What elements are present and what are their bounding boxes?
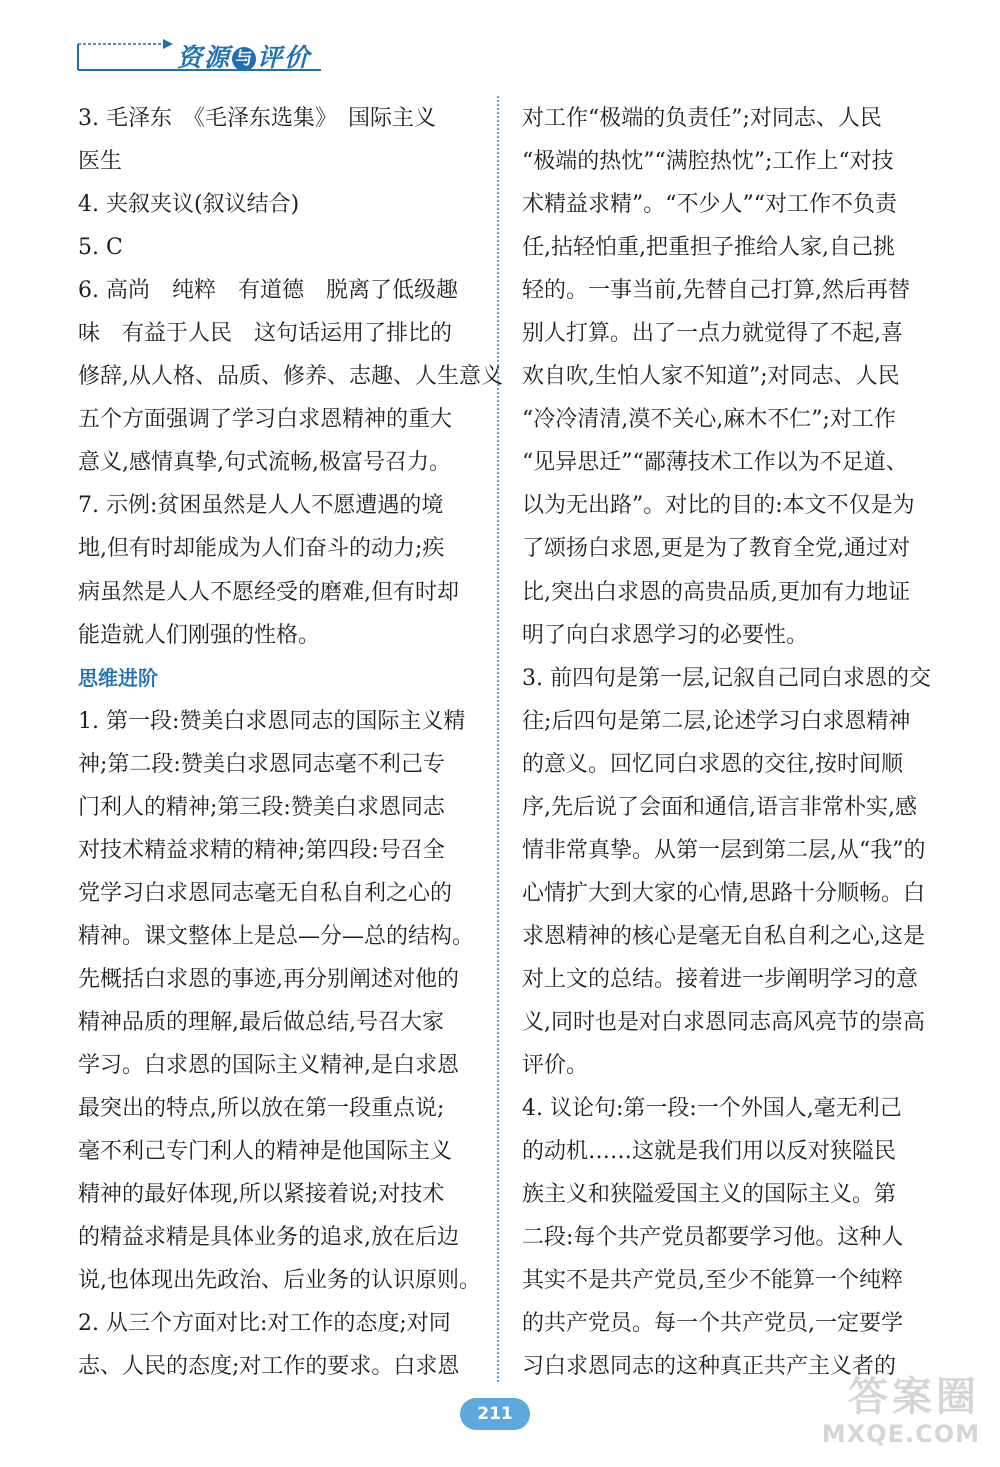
text-line: 往;后四句是第二层,论述学习白求恩精神 [522, 708, 911, 734]
text-line: 习白求恩同志的这种真正共产主义者的 [522, 1354, 897, 1380]
text-line: 五个方面强调了学习白求恩精神的重大 [78, 407, 453, 433]
text-line: 3. 毛泽东 《毛泽东选集》 国际主义 [78, 106, 436, 131]
text-line: 轻的。一事当前,先替自己打算,然后再替 [522, 278, 910, 304]
text-line: 对上文的总结。接着进一步阐明学习的意 [522, 966, 919, 992]
text-line: “极端的热忱”“满腔热忱”;工作上“对技 [522, 149, 894, 175]
watermark-url: MXQE.COM [821, 1420, 980, 1448]
text-line: 门利人的精神;第三段:赞美白求恩同志 [78, 794, 445, 820]
text-line: 最突出的特点,所以放在第一段重点说; [78, 1096, 445, 1122]
text-line: 神;第二段:赞美白求恩同志毫不利己专 [78, 751, 445, 777]
text-line: 族主义和狭隘爱国主义的国际主义。第 [522, 1182, 897, 1208]
text-line: 精神的最好体现,所以紧接着说;对技术 [78, 1182, 445, 1208]
section-title-conjunction: 与 [232, 47, 256, 71]
text-line: 对工作“极端的负责任”;对同志、人民 [522, 106, 882, 131]
watermark-logo [800, 1375, 980, 1455]
text-line: 能造就人们刚强的性格。 [78, 622, 321, 648]
text-line: 术精益求精”。“不少人”“对工作不负责 [522, 192, 897, 218]
text-line: 说,也体现出先政治、后业务的认识原则。 [78, 1268, 481, 1294]
text-line: 4. 夹叙夹议(叙议结合) [78, 192, 300, 218]
text-line: 学习。白求恩的国际主义精神,是白求恩 [78, 1053, 459, 1079]
left-column [78, 97, 503, 1388]
text-line: 了颂扬白求恩,更是为了教育全党,通过对 [522, 536, 910, 562]
section-header-banner [77, 36, 327, 72]
text-line: 1. 第一段:赞美白求恩同志的国际主义精 [78, 708, 466, 734]
text-line: 其实不是共产党员,至少不能算一个纯粹 [522, 1268, 903, 1294]
text-line: 序,先后说了会面和通信,语言非常朴实,感 [522, 794, 917, 820]
text-line: 4. 议论句:第一段:一个外国人,毫无利己 [522, 1096, 902, 1122]
subsection-heading: 思维进阶 [78, 665, 158, 690]
page-number-badge: 211 [460, 1398, 530, 1430]
text-line: “冷冷清清,漠不关心,麻木不仁”;对工作 [522, 407, 896, 433]
text-line: 毫不利己专门利人的精神是他国际主义 [78, 1139, 453, 1165]
text-line: 医生 [78, 149, 123, 175]
text-line: 的共产党员。每一个共产党员,一定要学 [522, 1311, 903, 1337]
text-line: 以为无出路”。对比的目的:本文不仅是为 [522, 493, 915, 519]
text-line: 对技术精益求精的精神;第四段:号召全 [78, 837, 445, 863]
text-line: 义,同时也是对白求恩同志高风亮节的崇高 [522, 1009, 925, 1035]
text-line: 求恩精神的核心是毫无自私自利之心,这是 [522, 923, 925, 949]
text-line: 3. 前四句是第一层,记叙自己同白求恩的交 [522, 665, 931, 691]
text-line: 修辞,从人格、品质、修养、志趣、人生意义 [78, 364, 503, 390]
text-line: 的精益求精是具体业务的追求,放在后边 [78, 1225, 459, 1251]
text-line: 7. 示例:贫困虽然是人人不愿遭遇的境 [78, 493, 444, 519]
text-line: 比,突出白求恩的高贵品质,更加有力地证 [522, 579, 910, 605]
text-line: 欢自吹,生怕人家不知道”;对同志、人民 [522, 364, 900, 390]
column-divider [497, 96, 499, 1382]
text-line: 的动机……这就是我们用以反对狭隘民 [522, 1139, 897, 1165]
text-line: 先概括白求恩的事迹,再分别阐述对他的 [78, 966, 459, 992]
section-title [177, 38, 311, 74]
text-line: 的意义。回忆同白求恩的交往,按时间顺 [522, 751, 903, 777]
text-line: 别人打算。出了一点力就觉得了不起,喜 [522, 321, 903, 347]
text-line: 6. 高尚 纯粹 有道德 脱离了低级趣 [78, 278, 458, 304]
text-line: 2. 从三个方面对比:对工作的态度;对同 [78, 1311, 451, 1337]
text-line: 地,但有时却能成为人们奋斗的动力;疾 [78, 536, 445, 562]
text-line: 情非常真挚。从第一层到第二层,从“我”的 [522, 837, 926, 863]
text-line: 病虽然是人人不愿经受的磨难,但有时却 [78, 579, 459, 605]
text-line: 评价。 [522, 1053, 589, 1079]
text-line: 党学习白求恩同志毫无自私自利之心的 [78, 880, 453, 906]
text-line: 味 有益于人民 这句话运用了排比的 [78, 321, 453, 347]
watermark-logo-text: 答案圈 [848, 1374, 980, 1420]
text-line: 二段:每个共产党员都要学习他。这种人 [522, 1225, 904, 1251]
text-line: 5. C [78, 235, 123, 261]
text-line: 精神。课文整体上是总—分—总的结构。 [78, 923, 475, 949]
text-line: 精神品质的理解,最后做总结,号召大家 [78, 1009, 444, 1035]
text-line: “见异思迁”“鄙薄技术工作以为不足道、 [522, 450, 908, 476]
right-column [522, 97, 931, 1388]
text-line: 任,拈轻怕重,把重担子推给人家,自己挑 [522, 235, 895, 261]
text-line: 明了向白求恩学习的必要性。 [522, 622, 809, 648]
text-line: 志、人民的态度;对工作的要求。白求恩 [78, 1354, 460, 1380]
text-line: 心情扩大到大家的心情,思路十分顺畅。白 [522, 880, 925, 906]
section-title-part1: 资源 [177, 43, 232, 72]
section-title-part2: 评价 [257, 43, 312, 72]
text-line: 意义,感情真挚,句式流畅,极富号召力。 [78, 450, 451, 476]
